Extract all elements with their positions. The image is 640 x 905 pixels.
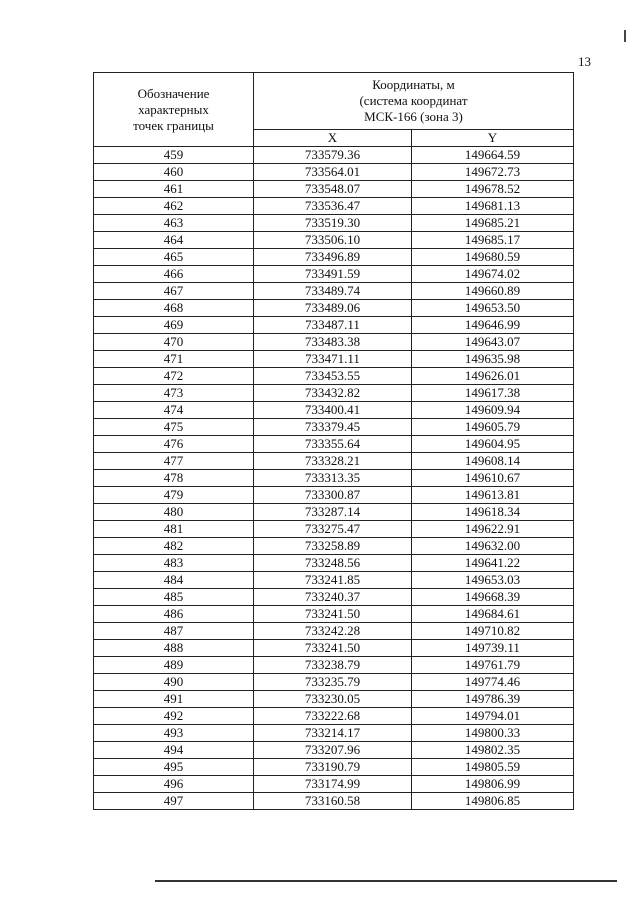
x-cell: 733240.37 bbox=[254, 589, 412, 606]
x-cell: 733207.96 bbox=[254, 742, 412, 759]
y-cell: 149605.79 bbox=[412, 419, 574, 436]
point-cell: 480 bbox=[94, 504, 254, 521]
y-cell: 149664.59 bbox=[412, 147, 574, 164]
header-y: Y bbox=[412, 130, 574, 147]
y-cell: 149609.94 bbox=[412, 402, 574, 419]
table-row bbox=[94, 385, 574, 402]
y-cell: 149674.02 bbox=[412, 266, 574, 283]
x-cell: 733242.28 bbox=[254, 623, 412, 640]
table-row bbox=[94, 453, 574, 470]
y-cell: 149684.61 bbox=[412, 606, 574, 623]
table-row bbox=[94, 589, 574, 606]
point-cell: 475 bbox=[94, 419, 254, 436]
x-cell: 733174.99 bbox=[254, 776, 412, 793]
y-cell: 149618.34 bbox=[412, 504, 574, 521]
table-row bbox=[94, 521, 574, 538]
header-coordinates-text: Координаты, м (система координат МСК-166 (зона 3) bbox=[359, 77, 468, 124]
point-cell: 459 bbox=[94, 147, 254, 164]
point-cell: 484 bbox=[94, 572, 254, 589]
point-cell: 476 bbox=[94, 436, 254, 453]
x-cell: 733190.79 bbox=[254, 759, 412, 776]
table-row bbox=[94, 487, 574, 504]
table-row bbox=[94, 674, 574, 691]
x-cell: 733548.07 bbox=[254, 181, 412, 198]
table-row bbox=[94, 640, 574, 657]
x-cell: 733313.35 bbox=[254, 470, 412, 487]
point-cell: 474 bbox=[94, 402, 254, 419]
x-cell: 733355.64 bbox=[254, 436, 412, 453]
point-cell: 477 bbox=[94, 453, 254, 470]
x-cell: 733487.11 bbox=[254, 317, 412, 334]
point-cell: 471 bbox=[94, 351, 254, 368]
table-row bbox=[94, 776, 574, 793]
point-cell: 467 bbox=[94, 283, 254, 300]
table-row bbox=[94, 606, 574, 623]
y-cell: 149800.33 bbox=[412, 725, 574, 742]
point-cell: 494 bbox=[94, 742, 254, 759]
point-cell: 465 bbox=[94, 249, 254, 266]
x-cell: 733238.79 bbox=[254, 657, 412, 674]
table-row bbox=[94, 419, 574, 436]
y-cell: 149653.50 bbox=[412, 300, 574, 317]
y-cell: 149641.22 bbox=[412, 555, 574, 572]
page-number: 13 bbox=[578, 54, 591, 69]
table-row bbox=[94, 266, 574, 283]
x-cell: 733275.47 bbox=[254, 521, 412, 538]
y-cell: 149739.11 bbox=[412, 640, 574, 657]
point-cell: 478 bbox=[94, 470, 254, 487]
header-x: X bbox=[254, 130, 412, 147]
table-row bbox=[94, 164, 574, 181]
point-cell: 479 bbox=[94, 487, 254, 504]
x-cell: 733400.41 bbox=[254, 402, 412, 419]
point-cell: 492 bbox=[94, 708, 254, 725]
x-cell: 733483.38 bbox=[254, 334, 412, 351]
point-cell: 485 bbox=[94, 589, 254, 606]
x-cell: 733328.21 bbox=[254, 453, 412, 470]
point-cell: 466 bbox=[94, 266, 254, 283]
point-cell: 460 bbox=[94, 164, 254, 181]
point-cell: 493 bbox=[94, 725, 254, 742]
x-cell: 733230.05 bbox=[254, 691, 412, 708]
table-row bbox=[94, 198, 574, 215]
x-cell: 733235.79 bbox=[254, 674, 412, 691]
x-cell: 733506.10 bbox=[254, 232, 412, 249]
table-row bbox=[94, 436, 574, 453]
table-row bbox=[94, 215, 574, 232]
table-row bbox=[94, 300, 574, 317]
point-cell: 487 bbox=[94, 623, 254, 640]
y-cell: 149806.99 bbox=[412, 776, 574, 793]
x-cell: 733432.82 bbox=[254, 385, 412, 402]
x-cell: 733564.01 bbox=[254, 164, 412, 181]
y-cell: 149622.91 bbox=[412, 521, 574, 538]
x-cell: 733214.17 bbox=[254, 725, 412, 742]
table-row bbox=[94, 742, 574, 759]
y-cell: 149613.81 bbox=[412, 487, 574, 504]
table-row bbox=[94, 504, 574, 521]
x-cell: 733489.06 bbox=[254, 300, 412, 317]
y-cell: 149660.89 bbox=[412, 283, 574, 300]
y-cell: 149604.95 bbox=[412, 436, 574, 453]
y-cell: 149710.82 bbox=[412, 623, 574, 640]
x-cell: 733300.87 bbox=[254, 487, 412, 504]
table-header bbox=[94, 73, 574, 147]
table-row bbox=[94, 793, 574, 810]
y-cell: 149774.46 bbox=[412, 674, 574, 691]
point-cell: 488 bbox=[94, 640, 254, 657]
y-cell: 149794.01 bbox=[412, 708, 574, 725]
table-row bbox=[94, 181, 574, 198]
x-cell: 733519.30 bbox=[254, 215, 412, 232]
table-row bbox=[94, 623, 574, 640]
y-cell: 149617.38 bbox=[412, 385, 574, 402]
point-cell: 481 bbox=[94, 521, 254, 538]
point-cell: 497 bbox=[94, 793, 254, 810]
y-cell: 149635.98 bbox=[412, 351, 574, 368]
y-cell: 149653.03 bbox=[412, 572, 574, 589]
header-boundary-points-text: Обозначение характерных точек границы bbox=[133, 85, 214, 133]
point-cell: 473 bbox=[94, 385, 254, 402]
x-cell: 733496.89 bbox=[254, 249, 412, 266]
y-cell: 149761.79 bbox=[412, 657, 574, 674]
y-cell: 149632.00 bbox=[412, 538, 574, 555]
x-cell: 733453.55 bbox=[254, 368, 412, 385]
x-cell: 733258.89 bbox=[254, 538, 412, 555]
point-cell: 464 bbox=[94, 232, 254, 249]
table-row bbox=[94, 317, 574, 334]
table-row bbox=[94, 402, 574, 419]
y-cell: 149685.17 bbox=[412, 232, 574, 249]
x-cell: 733536.47 bbox=[254, 198, 412, 215]
table-row bbox=[94, 572, 574, 589]
point-cell: 468 bbox=[94, 300, 254, 317]
table-row bbox=[94, 334, 574, 351]
x-cell: 733491.59 bbox=[254, 266, 412, 283]
y-cell: 149786.39 bbox=[412, 691, 574, 708]
y-cell: 149678.52 bbox=[412, 181, 574, 198]
table-row bbox=[94, 368, 574, 385]
y-cell: 149643.07 bbox=[412, 334, 574, 351]
x-cell: 733489.74 bbox=[254, 283, 412, 300]
footer-rule bbox=[155, 880, 617, 882]
y-cell: 149626.01 bbox=[412, 368, 574, 385]
point-cell: 496 bbox=[94, 776, 254, 793]
table-row bbox=[94, 759, 574, 776]
y-cell: 149668.39 bbox=[412, 589, 574, 606]
table-body bbox=[94, 147, 574, 810]
scan-mark bbox=[624, 30, 626, 42]
x-cell: 733160.58 bbox=[254, 793, 412, 810]
table-row bbox=[94, 555, 574, 572]
y-cell: 149672.73 bbox=[412, 164, 574, 181]
point-cell: 470 bbox=[94, 334, 254, 351]
point-cell: 486 bbox=[94, 606, 254, 623]
point-cell: 495 bbox=[94, 759, 254, 776]
table-row bbox=[94, 232, 574, 249]
y-cell: 149685.21 bbox=[412, 215, 574, 232]
table-row bbox=[94, 538, 574, 555]
x-cell: 733241.50 bbox=[254, 606, 412, 623]
y-cell: 149610.67 bbox=[412, 470, 574, 487]
table-row bbox=[94, 283, 574, 300]
table-row bbox=[94, 657, 574, 674]
header-coordinates bbox=[254, 73, 574, 130]
x-cell: 733579.36 bbox=[254, 147, 412, 164]
point-cell: 482 bbox=[94, 538, 254, 555]
x-cell: 733471.11 bbox=[254, 351, 412, 368]
point-cell: 489 bbox=[94, 657, 254, 674]
y-cell: 149805.59 bbox=[412, 759, 574, 776]
x-cell: 733241.50 bbox=[254, 640, 412, 657]
point-cell: 491 bbox=[94, 691, 254, 708]
table-row bbox=[94, 351, 574, 368]
coordinates-table bbox=[93, 72, 574, 810]
x-cell: 733287.14 bbox=[254, 504, 412, 521]
y-cell: 149681.13 bbox=[412, 198, 574, 215]
x-cell: 733248.56 bbox=[254, 555, 412, 572]
table-row bbox=[94, 725, 574, 742]
point-cell: 483 bbox=[94, 555, 254, 572]
point-cell: 490 bbox=[94, 674, 254, 691]
x-cell: 733222.68 bbox=[254, 708, 412, 725]
table-row bbox=[94, 249, 574, 266]
point-cell: 461 bbox=[94, 181, 254, 198]
y-cell: 149646.99 bbox=[412, 317, 574, 334]
x-cell: 733379.45 bbox=[254, 419, 412, 436]
y-cell: 149680.59 bbox=[412, 249, 574, 266]
y-cell: 149608.14 bbox=[412, 453, 574, 470]
point-cell: 469 bbox=[94, 317, 254, 334]
table-row bbox=[94, 691, 574, 708]
point-cell: 472 bbox=[94, 368, 254, 385]
y-cell: 149806.85 bbox=[412, 793, 574, 810]
table-row bbox=[94, 708, 574, 725]
table-row bbox=[94, 470, 574, 487]
table-row bbox=[94, 147, 574, 164]
point-cell: 463 bbox=[94, 215, 254, 232]
x-cell: 733241.85 bbox=[254, 572, 412, 589]
point-cell: 462 bbox=[94, 198, 254, 215]
header-boundary-points bbox=[94, 73, 254, 147]
y-cell: 149802.35 bbox=[412, 742, 574, 759]
